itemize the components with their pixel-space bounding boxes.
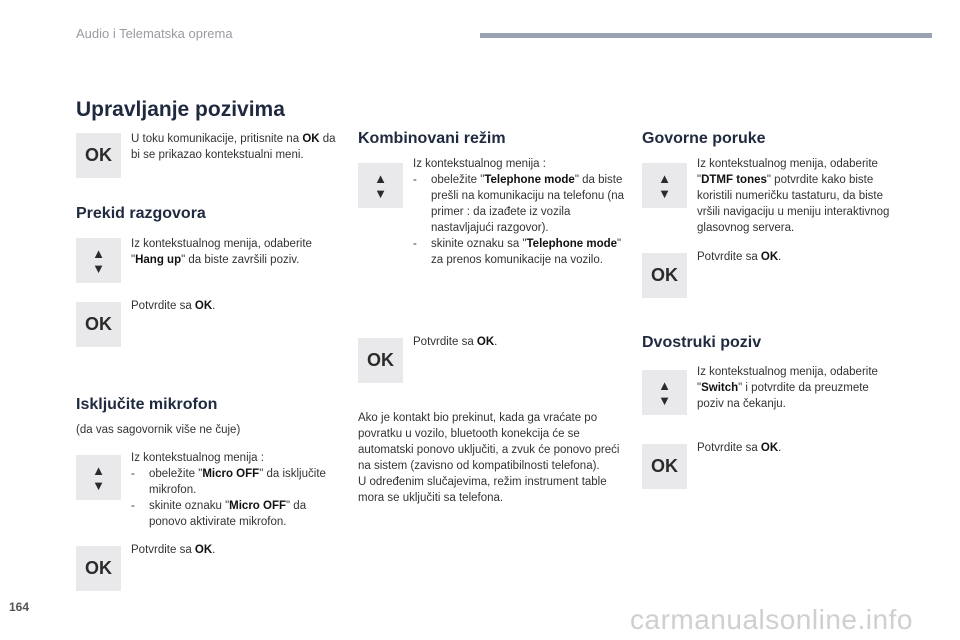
- ok-button-icon: OK: [76, 546, 121, 591]
- section-title-hang-up: Prekid razgovora: [76, 205, 206, 222]
- mute-subtitle: (da vas sagovornik više ne čuje): [76, 424, 241, 436]
- list-item: - obeležite "Micro OFF" da isključite mikrofon.: [131, 468, 326, 496]
- ok-button-icon: OK: [76, 302, 121, 347]
- combined-note-2: U određenim slučajevima, režim instrument table mora se uključiti sa telefona.: [358, 476, 607, 504]
- combined-intro: Iz kontekstualnog menija :: [413, 158, 546, 170]
- list-item: - obeležite "Telephone mode" da biste prešli na komunikaciju na telefonu (na primer : da izađete iz vozila nastavljajući razgovor).: [413, 174, 625, 234]
- combined-instructions: [413, 156, 625, 268]
- up-down-arrows-icon: ▲ ▼: [642, 163, 687, 208]
- section-title-voice-messages: Govorne poruke: [642, 130, 766, 147]
- page-number: 164: [9, 600, 30, 614]
- up-down-arrows-icon: ▲ ▼: [76, 238, 121, 283]
- list-item: - skinite oznaku "Micro OFF" da ponovo aktivirate mikrofon.: [131, 500, 307, 528]
- up-down-arrows-icon: ▲ ▼: [76, 455, 121, 500]
- ok-button-icon: OK: [642, 444, 687, 489]
- mute-instructions: [131, 450, 331, 530]
- mute-intro: Iz kontekstualnog menija :: [131, 452, 264, 464]
- hang-up-confirm-text: Potvrdite sa OK.: [131, 300, 216, 312]
- up-down-arrows-icon: ▲ ▼: [358, 163, 403, 208]
- ok-button-icon: OK: [642, 253, 687, 298]
- header-title: Audio i Telematska oprema: [76, 26, 233, 41]
- section-title-double-call: Dvostruki poziv: [642, 334, 762, 351]
- combined-note: [358, 410, 620, 506]
- watermark: carmanualsonline.info: [630, 604, 913, 635]
- mute-confirm-text: Potvrdite sa OK.: [131, 544, 216, 556]
- section-title-combined-mode: Kombinovani režim: [358, 130, 506, 147]
- double-call-text: Iz kontekstualnog menija, odaberite "Switch" i potvrdite da preuzmete poziv na čekanju.: [697, 366, 878, 410]
- ok-button-icon: OK: [76, 133, 121, 178]
- hang-up-text: Iz kontekstualnog menija, odaberite "Hang up" da biste završili poziv.: [131, 238, 312, 266]
- voice-text: Iz kontekstualnog menija, odaberite "DTMF tones" potvrdite kako biste koristili numeričku tastaturu, da biste vršili navigaciju u meniju interaktivnog glasovnog servera.: [697, 158, 890, 234]
- list-item: - skinite oznaku sa "Telephone mode" za prenos komunikacije na vozilo.: [413, 238, 622, 266]
- section-title-mute: Isključite mikrofon: [76, 396, 218, 413]
- combined-note-1: Ako je kontakt bio prekinut, kada ga vraćate po povratku u vozilo, bluetooth konekcija će se automatski ponovo uključiti, a zvuk će ponovo preći na sistem (zavisno od kompatibilnosti telefona).: [358, 412, 620, 472]
- double-call-confirm-text: Potvrdite sa OK.: [697, 442, 782, 454]
- section-title-call-management: Upravljanje pozivima: [76, 98, 285, 121]
- combined-confirm-text: Potvrdite sa OK.: [413, 336, 498, 348]
- call-management-text: U toku komunikacije, pritisnite na OK da bi se prikazao kontekstualni meni.: [131, 133, 336, 161]
- ok-button-icon: OK: [358, 338, 403, 383]
- up-down-arrows-icon: ▲ ▼: [642, 370, 687, 415]
- header-bar: [480, 33, 932, 38]
- voice-confirm-text: Potvrdite sa OK.: [697, 251, 782, 263]
